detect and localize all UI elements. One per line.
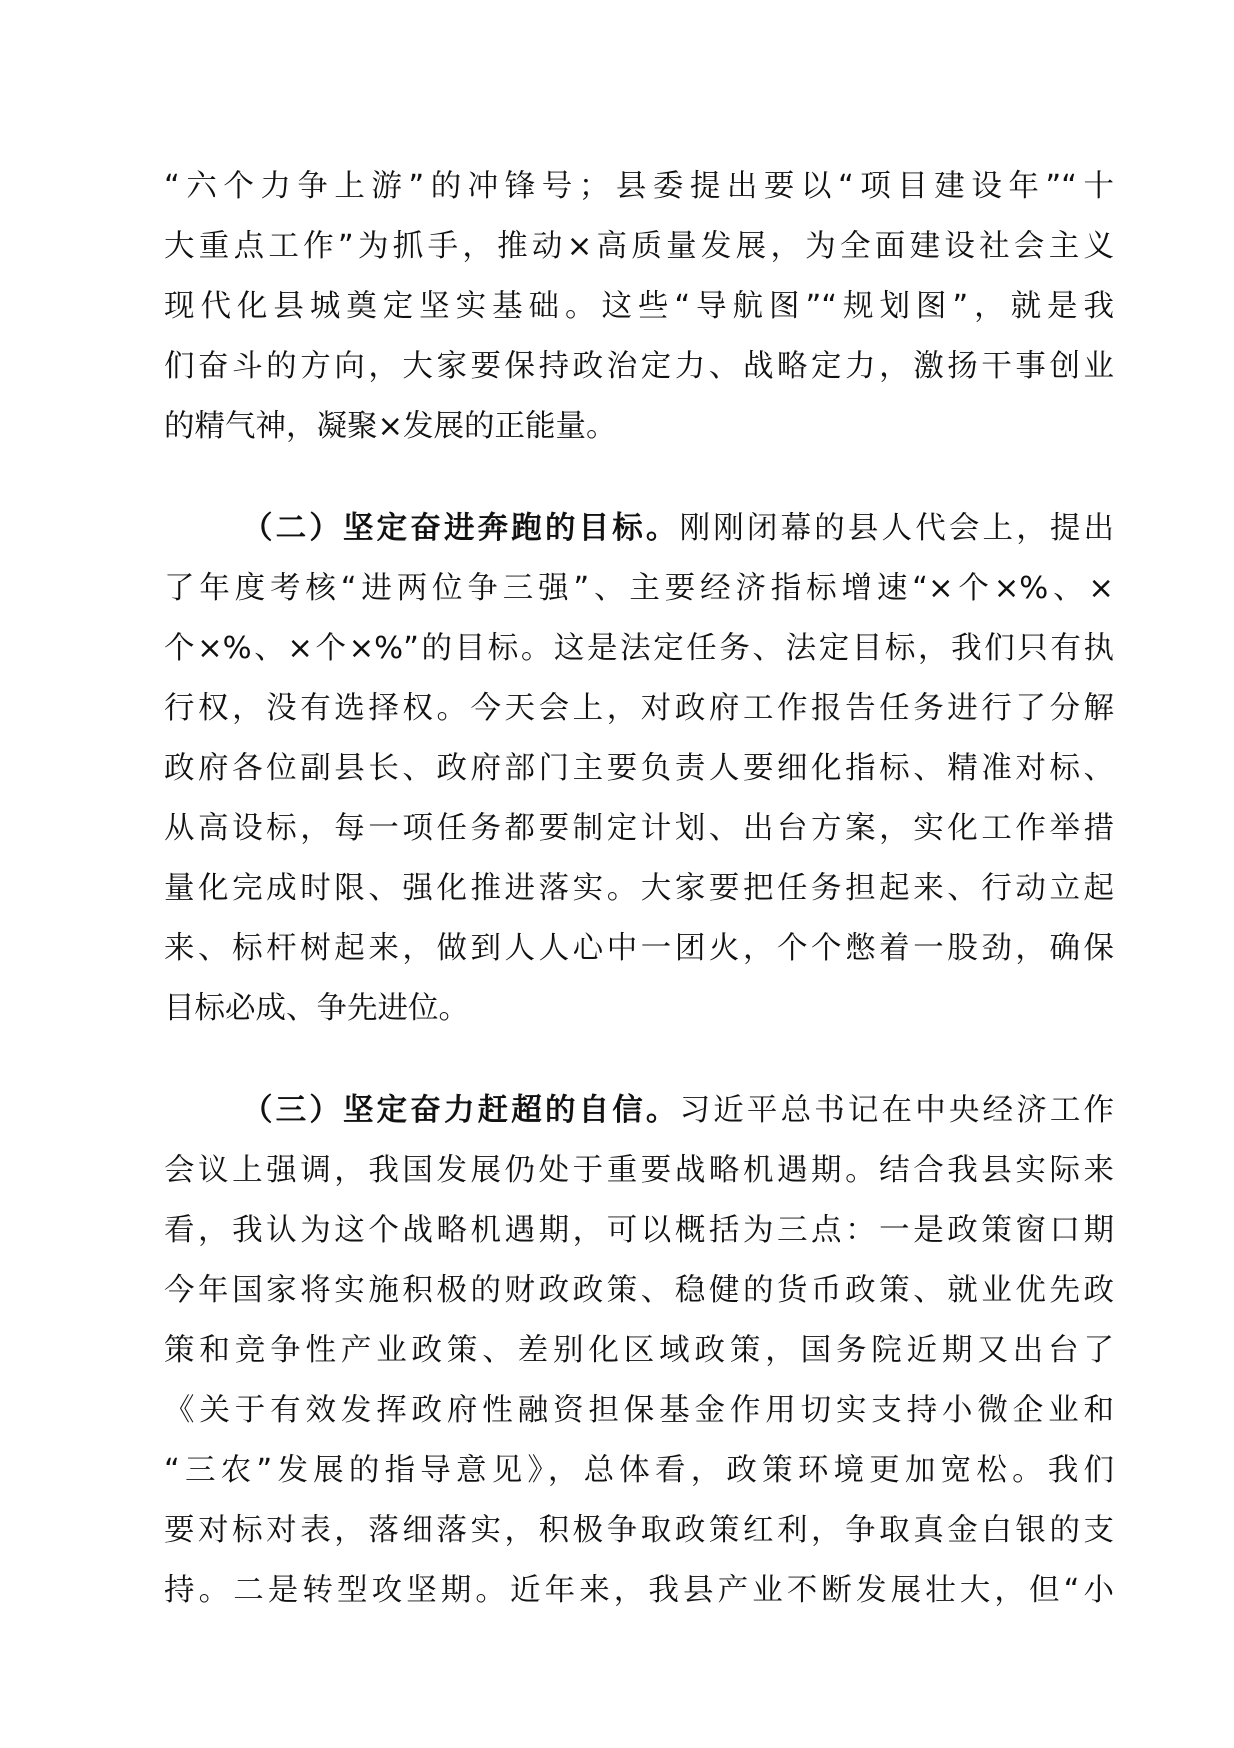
paragraph-line: 大重点工作”为抓手，推动×高质量发展，为全面建设社会主义 [164, 229, 1114, 264]
paragraph-line: 持。二是转型攻坚期。近年来，我县产业不断发展壮大，但“小 [164, 1573, 1114, 1608]
paragraph-line: 了年度考核“进两位争三强”、主要经济指标增速“×个×%、× [164, 571, 1114, 606]
section-heading: （三）坚定奋力赶超的自信。 [242, 1093, 680, 1128]
paragraph-3 [164, 1081, 1114, 1621]
paragraph-first-line [164, 1081, 1114, 1141]
paragraph-line: 们奋斗的方向，大家要保持政治定力、战略定力，激扬干事创业 [164, 349, 1114, 384]
document-body [164, 157, 1114, 1621]
paragraph-line: 今年国家将实施积极的财政政策、稳健的货币政策、就业优先政 [164, 1273, 1114, 1308]
paragraph-2 [164, 499, 1114, 1039]
paragraph-1 [164, 157, 1114, 457]
paragraph-line: 《关于有效发挥政府性融资担保基金作用切实支持小微企业和 [164, 1393, 1114, 1428]
paragraph-text: 刚刚闭幕的县人代会上，提出 [679, 511, 1115, 546]
paragraph-gap [164, 457, 1114, 499]
paragraph-line: 行权，没有选择权。今天会上，对政府工作报告任务进行了分解 [164, 691, 1114, 726]
paragraph-text: 习近平总书记在中央经济工作 [679, 1093, 1115, 1128]
paragraph-line: “三农”发展的指导意见》，总体看，政策环境更加宽松。我们 [164, 1453, 1114, 1488]
paragraph-line: “六个力争上游”的冲锋号；县委提出要以“项目建设年”“十 [164, 169, 1114, 204]
paragraph-line: 要对标对表，落细落实，积极争取政策红利，争取真金白银的支 [164, 1513, 1114, 1548]
section-heading: （二）坚定奋进奔跑的目标。 [242, 511, 680, 546]
paragraph-line: 政府各位副县长、政府部门主要负责人要细化指标、精准对标、 [164, 751, 1114, 786]
paragraph-line: 的精气神，凝聚×发展的正能量。 [164, 409, 617, 444]
paragraph-line: 目标必成、争先进位。 [164, 991, 469, 1026]
paragraph-line: 个×%、×个×%”的目标。这是法定任务、法定目标，我们只有执 [164, 631, 1114, 666]
paragraph-line: 来、标杆树起来，做到人人心中一团火，个个憋着一股劲，确保 [164, 931, 1114, 966]
paragraph-first-line [164, 499, 1114, 559]
paragraph-line: 量化完成时限、强化推进落实。大家要把任务担起来、行动立起 [164, 871, 1114, 906]
paragraph-line: 从高设标，每一项任务都要制定计划、出台方案，实化工作举措 [164, 811, 1114, 846]
paragraph-line: 看，我认为这个战略机遇期，可以概括为三点：一是政策窗口期 [164, 1213, 1114, 1248]
paragraph-line: 策和竞争性产业政策、差别化区域政策，国务院近期又出台了 [164, 1333, 1114, 1368]
paragraph-gap [164, 1039, 1114, 1081]
paragraph-line: 现代化县城奠定坚实基础。这些“导航图”“规划图”，就是我 [164, 289, 1114, 324]
paragraph-line: 会议上强调，我国发展仍处于重要战略机遇期。结合我县实际来 [164, 1153, 1114, 1188]
